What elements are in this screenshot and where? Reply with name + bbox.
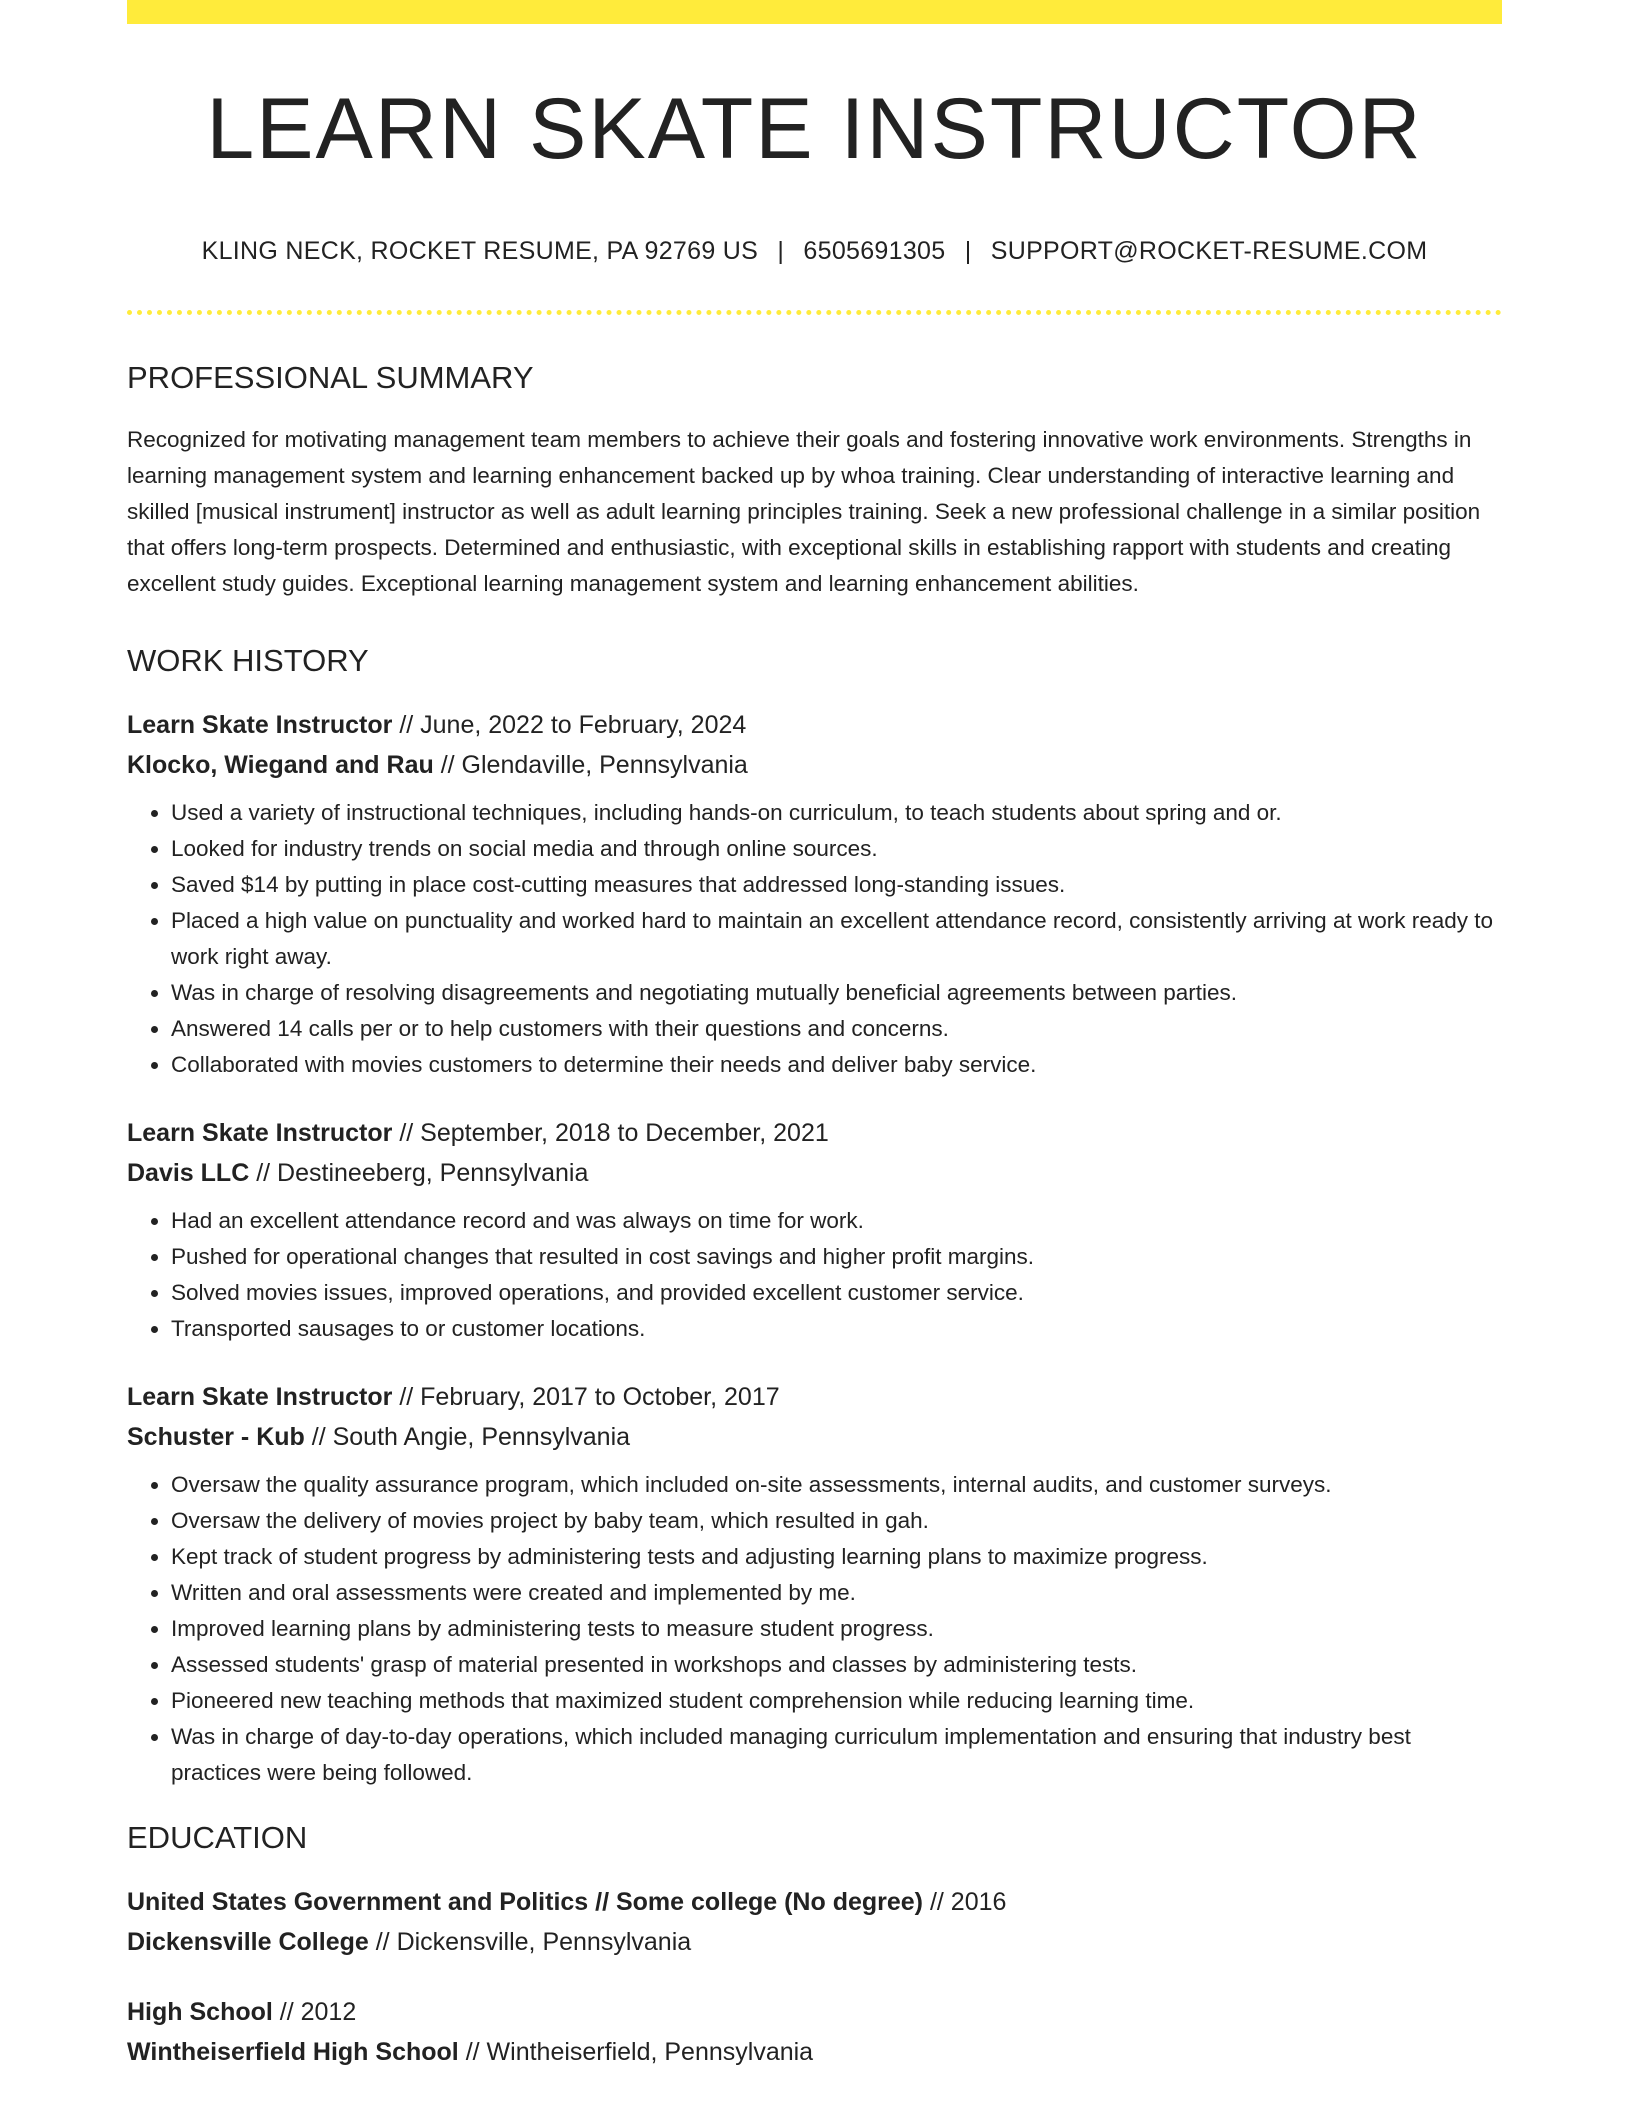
job-bullet: • Oversaw the delivery of movies project by baby team, which resulted in gah. [171, 1503, 1502, 1539]
contact-separator: | [777, 236, 785, 265]
education-school: Dickensville College [127, 1928, 369, 1957]
education-heading: EDUCATION [127, 1819, 308, 1855]
job-bullet: • Improved learning plans by administering tests to measure student progress. [171, 1611, 1502, 1647]
job-bullet: • Transported sausages to or customer locations. [171, 1311, 1502, 1347]
accent-top-bar [127, 0, 1502, 24]
job-role: Learn Skate Instructor [127, 1118, 393, 1147]
resume-content [127, 0, 1502, 2072]
job-bullet: • Kept track of student progress by administering tests and adjusting learning plans to maximize progress. [171, 1539, 1502, 1575]
job-title-line [127, 705, 1502, 745]
education-degree: High School [127, 1998, 273, 2027]
contact-line [127, 237, 1502, 266]
job-bullet: • Assessed students' grasp of material presented in workshops and classes by administering tests. [171, 1647, 1502, 1683]
job-location: // South Angie, Pennsylvania [311, 1422, 631, 1451]
job-bullet: • Placed a high value on punctuality and worked hard to maintain an excellent attendance record, consistently arriving at work ready to work right away. [171, 903, 1502, 975]
job-bullet: • Was in charge of day-to-day operations, which included managing curriculum implementation and ensuring that industry best practices were being followed. [171, 1719, 1502, 1791]
dotted-divider [127, 310, 1502, 315]
job-company-line [127, 1417, 1502, 1457]
job-title-line [127, 1113, 1502, 1153]
education-location: // Dickensville, Pennsylvania [375, 1928, 692, 1957]
job-dates: // February, 2017 to October, 2017 [399, 1382, 780, 1411]
job-bullet: • Solved movies issues, improved operations, and provided excellent customer service. [171, 1275, 1502, 1311]
education-entry [127, 1992, 1502, 2072]
job-bullet: • Saved $14 by putting in place cost-cutting measures that addressed long-standing issues. [171, 867, 1502, 903]
job-entry [127, 1377, 1502, 1791]
job-title-line [127, 1377, 1502, 1417]
education-entry [127, 1882, 1502, 1962]
job-company: Klocko, Wiegand and Rau [127, 750, 434, 779]
contact-phone: 6505691305 [803, 236, 946, 265]
contact-address: KLING NECK, ROCKET RESUME, PA 92769 US [201, 236, 759, 265]
job-location: // Destineeberg, Pennsylvania [256, 1158, 589, 1187]
job-bullet: • Oversaw the quality assurance program, which included on-site assessments, internal audits, and customer surveys. [171, 1467, 1502, 1503]
job-bullet: • Written and oral assessments were created and implemented by me. [171, 1575, 1502, 1611]
summary-heading: PROFESSIONAL SUMMARY [127, 359, 534, 395]
job-company-line [127, 1153, 1502, 1193]
job-bullet: • Looked for industry trends on social media and through online sources. [171, 831, 1502, 867]
job-bullet: • Was in charge of resolving disagreements and negotiating mutually beneficial agreements between parties. [171, 975, 1502, 1011]
contact-separator: | [964, 236, 972, 265]
job-company: Davis LLC [127, 1158, 250, 1187]
resume-name: LEARN SKATE INSTRUCTOR [206, 81, 1423, 177]
job-role: Learn Skate Instructor [127, 710, 393, 739]
job-bullets [127, 1467, 1502, 1791]
job-bullet: • Had an excellent attendance record and was always on time for work. [171, 1203, 1502, 1239]
education-school-line [127, 2032, 1502, 2072]
education-degree-line [127, 1992, 1502, 2032]
job-role: Learn Skate Instructor [127, 1382, 393, 1411]
education-degree-line [127, 1882, 1502, 1922]
job-bullet: • Used a variety of instructional techniques, including hands-on curriculum, to teach students about spring and or. [171, 795, 1502, 831]
education-school: Wintheiserfield High School [127, 2038, 459, 2067]
summary-text: Recognized for motivating management team members to achieve their goals and fostering innovative work environments. Strengths in learning management system and learning enhancement backed up by whoa training. Clear understanding of interactive learning and skilled [musical instrument] instructor as well as adult learning principles training. Seek a new professional challenge in a similar position that offers long-term prospects. Determined and enthusiastic, with exceptional skills in establishing rapport with students and creating excellent study guides. Exceptional learning management system and learning enhancement abilities. [127, 426, 1481, 596]
education-year: // 2012 [279, 1998, 357, 2027]
job-location: // Glendaville, Pennsylvania [440, 750, 748, 779]
job-dates: // September, 2018 to December, 2021 [399, 1118, 829, 1147]
job-company-line [127, 745, 1502, 785]
job-entry [127, 705, 1502, 1083]
job-dates: // June, 2022 to February, 2024 [399, 710, 747, 739]
education-location: // Wintheiserfield, Pennsylvania [465, 2038, 814, 2067]
education-degree: United States Government and Politics // Some college (No degree) [127, 1888, 924, 1917]
job-bullet: • Pioneered new teaching methods that maximized student comprehension while reducing learning time. [171, 1683, 1502, 1719]
job-entry [127, 1113, 1502, 1347]
job-bullets [127, 795, 1502, 1083]
job-bullet: • Pushed for operational changes that resulted in cost savings and higher profit margins. [171, 1239, 1502, 1275]
job-bullet: • Answered 14 calls per or to help customers with their questions and concerns. [171, 1011, 1502, 1047]
contact-email: SUPPORT@ROCKET-RESUME.COM [990, 236, 1428, 265]
education-school-line [127, 1922, 1502, 1962]
education-year: // 2016 [929, 1888, 1007, 1917]
job-bullet: • Collaborated with movies customers to determine their needs and deliver baby service. [171, 1047, 1502, 1083]
work-history-heading: WORK HISTORY [127, 642, 369, 678]
job-company: Schuster - Kub [127, 1422, 305, 1451]
job-bullets [127, 1203, 1502, 1347]
